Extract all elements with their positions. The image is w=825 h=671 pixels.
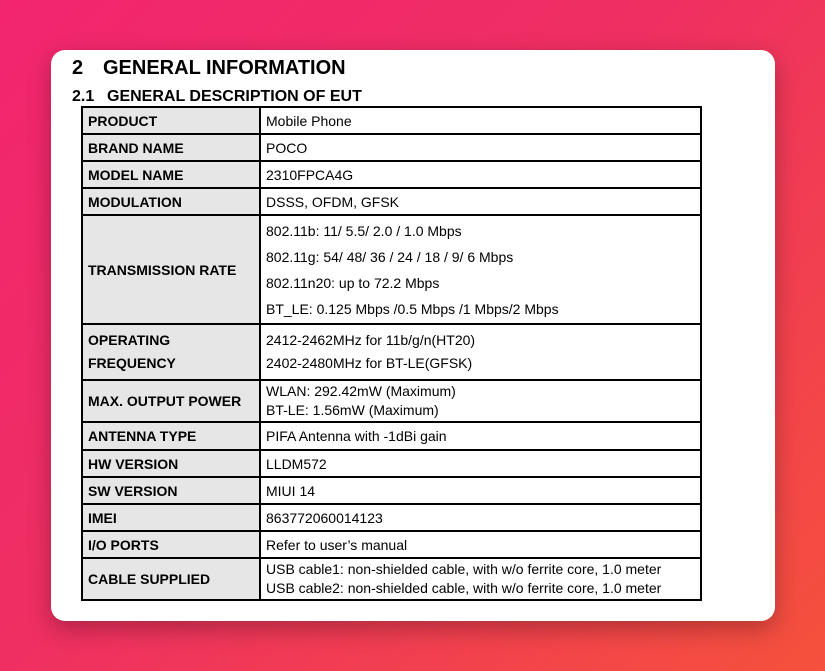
table-row xyxy=(82,504,701,531)
label-line: FREQUENCY xyxy=(88,355,176,371)
row-value: DSSS, OFDM, GFSK xyxy=(260,188,701,215)
row-label: TRANSMISSION RATE xyxy=(82,215,260,324)
row-label: MODEL NAME xyxy=(82,161,260,188)
row-label: SW VERSION xyxy=(82,477,260,504)
row-value: 2310FPCA4G xyxy=(260,161,701,188)
value-line: WLAN: 292.42mW (Maximum) xyxy=(266,383,456,399)
section-title: GENERAL INFORMATION xyxy=(103,57,346,79)
table-row xyxy=(82,215,701,324)
row-label: I/O PORTS xyxy=(82,531,260,558)
value-line: USB cable2: non-shielded cable, with w/o ferrite core, 1.0 meter xyxy=(266,580,662,596)
row-value xyxy=(260,324,701,380)
table-row xyxy=(82,324,701,380)
row-value: MIUI 14 xyxy=(260,477,701,504)
value-line: BT_LE: 0.125 Mbps /0.5 Mbps /1 Mbps/2 Mbps xyxy=(266,300,559,317)
section-number: 2 xyxy=(72,57,84,79)
table-row xyxy=(82,188,701,215)
row-value: POCO xyxy=(260,134,701,161)
eut-description-table xyxy=(81,106,702,601)
row-label: CABLE SUPPLIED xyxy=(82,558,260,600)
table-row xyxy=(82,380,701,422)
row-label: BRAND NAME xyxy=(82,134,260,161)
table-row xyxy=(82,531,701,558)
subsection-title: GENERAL DESCRIPTION OF EUT xyxy=(107,88,362,105)
document-card xyxy=(51,50,775,621)
value-line: 2402-2480MHz for BT-LE(GFSK) xyxy=(266,355,473,371)
row-value: 863772060014123 xyxy=(260,504,701,531)
value-line: 802.11b: 11/ 5.5/ 2.0 / 1.0 Mbps xyxy=(266,222,462,239)
row-label xyxy=(82,324,260,380)
subsection-heading xyxy=(72,88,362,106)
row-label: IMEI xyxy=(82,504,260,531)
row-label: ANTENNA TYPE xyxy=(82,422,260,450)
value-line: 802.11g: 54/ 48/ 36 / 24 / 18 / 9/ 6 Mbps xyxy=(266,248,514,265)
row-label: MAX. OUTPUT POWER xyxy=(82,380,260,422)
value-line: USB cable1: non-shielded cable, with w/o ferrite core, 1.0 meter xyxy=(266,561,662,577)
value-line: 802.11n20: up to 72.2 Mbps xyxy=(266,274,440,291)
row-value: LLDM572 xyxy=(260,450,701,477)
table-row xyxy=(82,422,701,450)
table-row xyxy=(82,134,701,161)
table-row xyxy=(82,107,701,134)
table-row xyxy=(82,558,701,600)
value-line: BT-LE: 1.56mW (Maximum) xyxy=(266,402,439,418)
value-line: 2412-2462MHz for 11b/g/n(HT20) xyxy=(266,332,476,348)
row-value: PIFA Antenna with -1dBi gain xyxy=(260,422,701,450)
row-label: HW VERSION xyxy=(82,450,260,477)
row-value: Refer to user’s manual xyxy=(260,531,701,558)
label-line: OPERATING xyxy=(88,332,171,348)
row-value xyxy=(260,558,701,600)
subsection-number: 2.1 xyxy=(72,88,95,105)
table-row xyxy=(82,161,701,188)
row-value xyxy=(260,215,701,324)
section-heading xyxy=(72,57,346,80)
table-row xyxy=(82,450,701,477)
row-label: PRODUCT xyxy=(82,107,260,134)
table-row xyxy=(82,477,701,504)
row-label: MODULATION xyxy=(82,188,260,215)
row-value xyxy=(260,380,701,422)
row-value: Mobile Phone xyxy=(260,107,701,134)
